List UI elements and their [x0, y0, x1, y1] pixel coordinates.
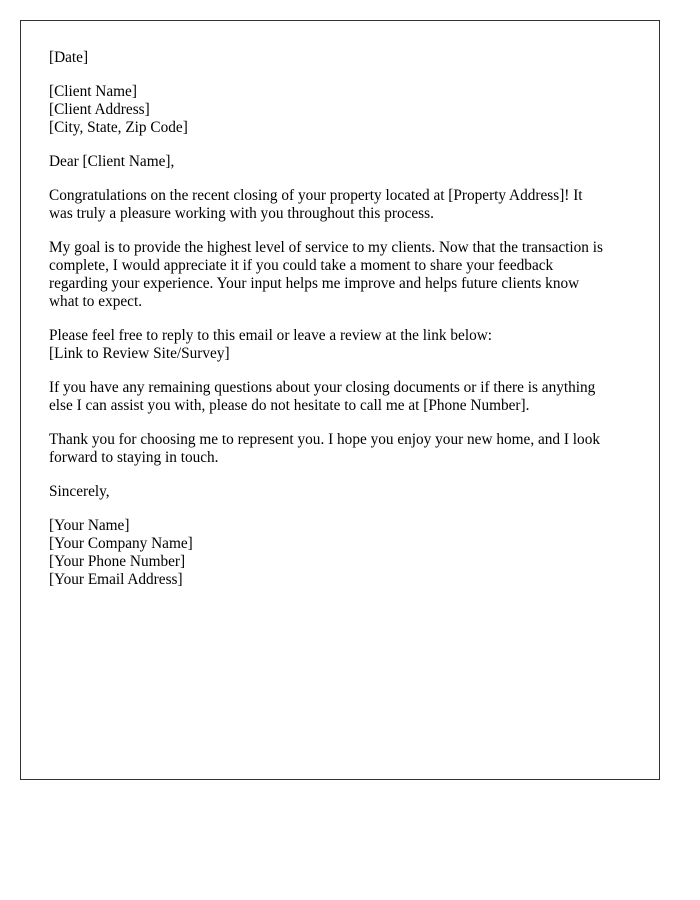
sender-email: [Your Email Address]	[49, 571, 183, 588]
date-line	[49, 49, 639, 67]
closing	[49, 483, 639, 501]
paragraph-line: Please feel free to reply to this email or leave a review at the link below:	[49, 327, 493, 344]
client-address: [Client Address]	[49, 101, 150, 118]
review-link-placeholder: [Link to Review Site/Survey]	[49, 345, 230, 362]
paragraph-questions	[49, 379, 639, 415]
paragraph-line: was truly a pleasure working with you throughout this process.	[49, 205, 434, 222]
sender-phone: [Your Phone Number]	[49, 553, 186, 570]
paragraph-line: If you have any remaining questions about your closing documents or if there is anything	[49, 379, 596, 396]
signature-block	[49, 517, 639, 589]
paragraph-line: Thank you for choosing me to represent you. I hope you enjoy your new home, and I look	[49, 431, 600, 448]
date-text: [Date]	[49, 49, 89, 66]
recipient-address-block	[49, 83, 639, 137]
letter-frame	[20, 20, 660, 780]
paragraph-congratulations	[49, 187, 639, 223]
paragraph-line: else I can assist you with, please do not hesitate to call me at [Phone Number].	[49, 397, 530, 414]
salutation-text: Dear [Client Name],	[49, 153, 175, 170]
closing-text: Sincerely,	[49, 483, 110, 500]
paragraph-line: what to expect.	[49, 293, 143, 310]
paragraph-line: regarding your experience. Your input helps me improve and helps future clients know	[49, 275, 580, 292]
client-city-state-zip: [City, State, Zip Code]	[49, 119, 188, 136]
letter-body	[49, 49, 639, 605]
paragraph-line: My goal is to provide the highest level of service to my clients. Now that the transaction is	[49, 239, 603, 256]
paragraph-feedback-request	[49, 239, 639, 311]
salutation	[49, 153, 639, 171]
paragraph-line: complete, I would appreciate it if you could take a moment to share your feedback	[49, 257, 554, 274]
client-name: [Client Name]	[49, 83, 137, 100]
paragraph-line: forward to staying in touch.	[49, 449, 219, 466]
paragraph-review-link	[49, 327, 639, 363]
sender-name: [Your Name]	[49, 517, 130, 534]
paragraph-line: Congratulations on the recent closing of your property located at [Property Address]! It	[49, 187, 583, 204]
sender-company: [Your Company Name]	[49, 535, 193, 552]
paragraph-thank-you	[49, 431, 639, 467]
